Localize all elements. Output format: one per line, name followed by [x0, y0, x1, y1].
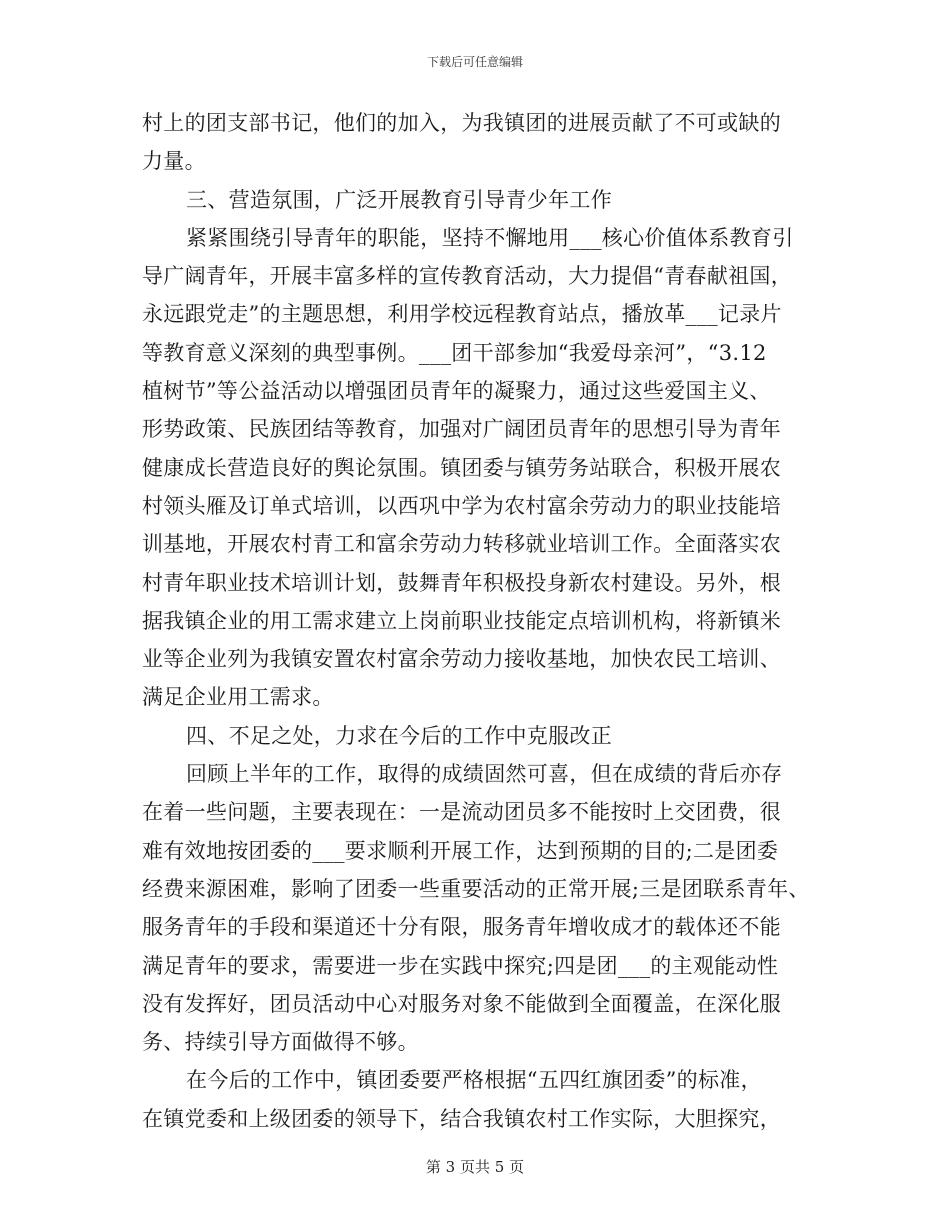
document-body — [142, 104, 822, 1138]
text-line: 导广阔青年，开展丰富多样的宣传教育活动，大力提倡“青春献祖国， — [142, 264, 793, 289]
text-line: 村青年职业技术培训计划，鼓舞青年积极投身新农村建设。另外，根 — [142, 570, 781, 595]
text-line: 经费来源困难，影响了团委一些重要活动的正常开展;三是团联系青年、 — [142, 876, 810, 901]
text-line: 村领头雁及订单式培训，以西巩中学为农村富余劳动力的职业技能培 — [142, 493, 781, 518]
section-heading: 四、不足之处，力求在今后的工作中克服改正 — [186, 723, 612, 748]
section-heading: 三、营造氛围，广泛开展教育引导青少年工作 — [186, 187, 612, 212]
text-line: 在着一些问题，主要表现在：一是流动团员多不能按时上交团费，很 — [142, 800, 781, 825]
text-line: 等教育意义深刻的典型事例。___团干部参加“我爱母亲河”，“3.12 — [142, 340, 767, 365]
text-line: 务、持续引导方面做得不够。 — [142, 1030, 419, 1055]
text-line: 据我镇企业的用工需求建立上岗前职业技能定点培训机构，将新镇米 — [142, 608, 781, 633]
text-line: 服务青年的手段和渠道还十分有限，服务青年增收成才的载体还不能 — [142, 915, 781, 940]
text-line: 回顾上半年的工作，取得的成绩固然可喜，但在成绩的背后亦存 — [186, 762, 783, 787]
text-line: 训基地，开展农村青工和富余劳动力转移就业培训工作。全面落实农 — [142, 532, 781, 557]
text-line: 健康成长营造良好的舆论氛围。镇团委与镇劳务站联合，积极开展农 — [142, 455, 781, 480]
text-line: 满足企业用工需求。 — [142, 685, 334, 710]
page-footer: 第 3 页共 5 页 — [425, 1158, 525, 1176]
text-line: 满足青年的要求，需要进一步在实践中探究;四是团___的主观能动性 — [142, 953, 779, 978]
text-line: 业等企业列为我镇安置农村富余劳动力接收基地，加快农民工培训、 — [142, 647, 781, 672]
text-line: 难有效地按团委的___要求顺利开展工作，达到预期的目的;二是团委 — [142, 838, 779, 863]
text-line: 在镇党委和上级团委的领导下，结合我镇农村工作实际，大胆探究， — [142, 1106, 781, 1131]
text-line: 紧紧围绕引导青年的职能，坚持不懈地用___核心价值体系教育引 — [186, 225, 794, 250]
text-line: 形势政策、民族团结等教育，加强对广阔团员青年的思想引导为青年 — [142, 417, 781, 442]
text-line: 没有发挥好，团员活动中心对服务对象不能做到全面覆盖，在深化服 — [142, 991, 781, 1016]
text-line: 在今后的工作中，镇团委要严格根据“五四红旗团委”的标准， — [186, 1068, 762, 1093]
text-line: 永远跟党走”的主题思想，利用学校远程教育站点，播放革___记录片 — [142, 302, 782, 327]
text-line: 力量。 — [142, 149, 206, 174]
page-header: 下载后可任意编辑 — [426, 55, 523, 69]
text-line: 植树节”等公益活动以增强团员青年的凝聚力，通过这些爱国主义、 — [142, 379, 771, 404]
text-line: 村上的团支部书记，他们的加入，为我镇团的进展贡献了不可或缺的 — [142, 111, 781, 135]
